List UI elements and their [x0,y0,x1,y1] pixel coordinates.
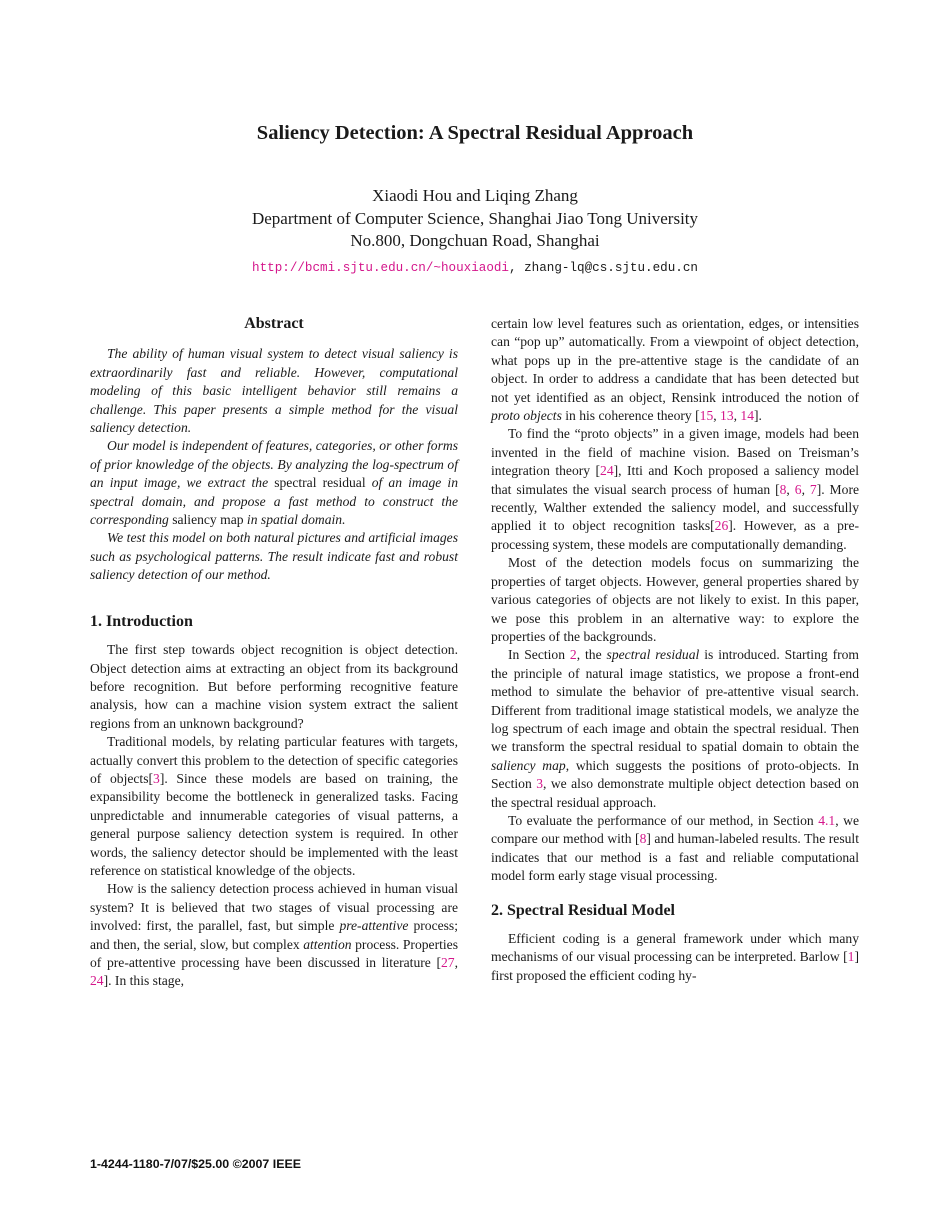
text-run: spectral residual [606,647,700,663]
body-paragraph [491,646,859,812]
text-run: ], Itti and Koch proposed a saliency model that simulates the visual search process of human [ [491,463,859,497]
text-run: ]. However, as a pre-processing system, these models are computationally demanding. [491,518,860,552]
author-block [0,185,950,279]
text-run: ]. More recently, Walther extended the saliency model, and successfully applied it to object recognition tasks[ [491,481,860,534]
text-run: attention [303,936,352,952]
citation-link[interactable]: 26 [714,518,729,534]
body-paragraph: Most of the detection models focus on summarizing the properties of target objects. However, general properties shared by various categories of objects are not likely to exist. In this paper, we pose this problem in an alternative way: to explore the properties of the backgrounds. [491,555,859,644]
body-paragraph: How is the saliency detection process achieved in human visual system? It is believed that two stages of visual processing are involved: first, the parallel, fast, but simple pre-attentive process; and then, the serial, slow, but complex attention process. Properties of pre-attentive processing have been discussed in literature [27, 24]. In this stage, [90,881,458,989]
text-run: Efficient coding is a general framework under which many mechanisms of our visual processing can be interpreted. Barlow [ [491,931,859,965]
copyright-footer: 1-4244-1180-7/07/$25.00 ©2007 IEEE [90,1157,301,1171]
body-paragraph: The first step towards object recognition is object detection. Object detection aims at extracting an object from its background before recognition. But before performing recognitive feature analysis, how can a machine vision system extract the salient regions from an unknown background? [90,642,458,731]
text-run: in his coherence theory [ [561,408,700,424]
citation-link[interactable]: 14 [740,408,755,424]
text-run: ] and human-labeled results. The result indicates that our method is a fast and reliable computational model form early stage visual processing. [491,831,859,884]
author-affiliation: Department of Computer Science, Shanghai Jiao Tong University [251,208,699,228]
text-run: , which suggests the positions of proto-objects. In Section [491,757,859,792]
citation-link[interactable]: 3 [153,770,160,786]
right-column [491,315,859,985]
abstract-paragraph [90,437,458,529]
left-column [90,315,458,991]
text-run: of an image in spectral domain, and propose a fast method to construct the corresponding [90,475,458,528]
paper-title: Saliency Detection: A Spectral Residual Approach [256,122,694,144]
author-contact [0,257,950,280]
text-run: ]. In this stage, [103,973,185,989]
section-link[interactable]: 3 [536,776,544,792]
citation-link[interactable]: 7 [809,481,817,497]
text-run: ]. [754,408,762,424]
text-run: process; and then, the serial, slow, but complex [90,918,458,952]
author-address: No.800, Dongchuan Road, Shanghai [350,231,600,250]
abstract-paragraph: We test this model on both natural pictures and artificial images such as psychological patterns. The result indicate fast and robust saliency detection of our method. [90,530,458,583]
author-email: zhang-lq@cs.sjtu.edu.cn [524,260,698,275]
text-run: , the [576,647,607,663]
body-paragraph: certain low level features such as orientation, edges, or intensities can “pop up” automatically. From a viewpoint of object detection, what pops up in the pre-attentive stage is the candidate of an object. In order to address a candidate that has been detected but not yet identified as an object, Rensink introduced the notion of proto objects in his coherence theory [15, 13, 14]. [491,316,859,424]
citation-link[interactable]: 13 [720,408,734,424]
section-link[interactable]: 4.1 [818,812,836,828]
body-paragraph [90,733,458,880]
section-heading-spectral-residual-model: 2. Spectral Residual Model [491,901,675,919]
text-run: certain low level features such as orientation, edges, or intensities can “pop up” automatically. From a viewpoint of object detection, what pops up in the pre-attentive stage is the candidate of an object. In order to address a candidate that has been detected but not yet identified as an object, Rensink introduced the notion of [491,316,859,405]
body-paragraph [491,812,859,886]
text-run: in spatial domain. [243,512,346,528]
citation-link[interactable]: 1 [847,949,855,965]
abstract-section [90,315,458,585]
citation-link[interactable]: 8 [639,831,647,847]
text-run: spectral residual [274,475,366,491]
abstract-heading: Abstract [244,315,304,332]
text-run: proto objects [491,408,562,424]
text-run: is introduced. Starting from the principle of natural image statistics, we propose a front-end method to simulate the behavior of pre-attentive visual search. Different from traditional image statistical models, we analyze the log spectrum of each image and obtain the spectral residual. Then we transform the spectral residual to spatial domain to obtain the [491,647,860,755]
text-run: pre-attentive [339,918,409,934]
body-paragraph: To find the “proto objects” in a given image, models had been invented in the field of machine vision. Based on Treisman’s integration theory [24], Itti and Koch proposed a saliency model that simulates the visual search process of human [8, 6, 7]. More recently, Walther extended the saliency model, and successfully applied it to object recognition tasks[26]. However, as a pre-processing system, these models are computationally demanding. [491,426,860,552]
citation-link[interactable]: 6 [794,481,802,497]
citation-link[interactable]: 8 [779,481,787,497]
citation-link[interactable]: 15 [699,408,714,424]
author-names: Xiaodi Hou and Liqing Zhang [372,186,578,205]
text-run: Traditional models, by relating particular features with targets, actually convert this problem to the detection of specific categories of objects[ [90,734,458,786]
abstract-paragraph: The ability of human visual system to detect visual saliency is extraordinarily fast and reliable. However, computational modeling of this basic intelligent behavior still remains a challenge. This paper presents a simple method for the visual saliency detection. [90,346,458,436]
text-run: , we compare our method with [ [491,812,859,847]
contact-separator: , [509,260,525,275]
text-run: To find the “proto objects” in a given image, models had been invented in the field of machine vision. Based on Treisman’s integration theory [ [491,426,859,479]
author-url-link[interactable]: http://bcmi.sjtu.edu.cn/~houxiaodi [252,260,509,275]
section-link[interactable]: 2 [569,647,577,663]
text-run: ]. Since these models are based on training, the expansibility become the bottleneck in generalized tasks. Facing unpredictable and innumerable categories of visual patterns, a general purpose saliency detection system is required. In other words, the saliency detector should be implemented with the least reference on statistical knowledge of the objects. [90,770,458,878]
text-run: saliency map [491,757,566,773]
section-heading-introduction: 1. Introduction [90,612,193,630]
citation-link[interactable]: 24 [600,463,614,479]
text-run: To evaluate the performance of our method, in Section [508,812,819,828]
text-run: , we also demonstrate multiple object detection based on the spectral residual approach. [491,776,859,810]
citation-link[interactable]: 24 [90,973,104,989]
text-run: process. Properties of pre-attentive processing have been discussed in literature [ [90,936,458,970]
text-run: How is the saliency detection process achieved in human visual system? It is believed that two stages of visual processing are involved: first, the parallel, fast, but simple [90,881,458,934]
citation-link[interactable]: 27 [441,955,455,970]
text-run: Our model is independent of features, categories, or other forms of prior knowledge of the objects. By analyzing the log-spectrum of an input image, we extract the [90,438,458,491]
text-run: In Section [508,647,570,663]
text-run: saliency map [172,512,244,528]
text-run: ] first proposed the efficient coding hy- [491,949,859,983]
body-paragraph [491,930,859,985]
